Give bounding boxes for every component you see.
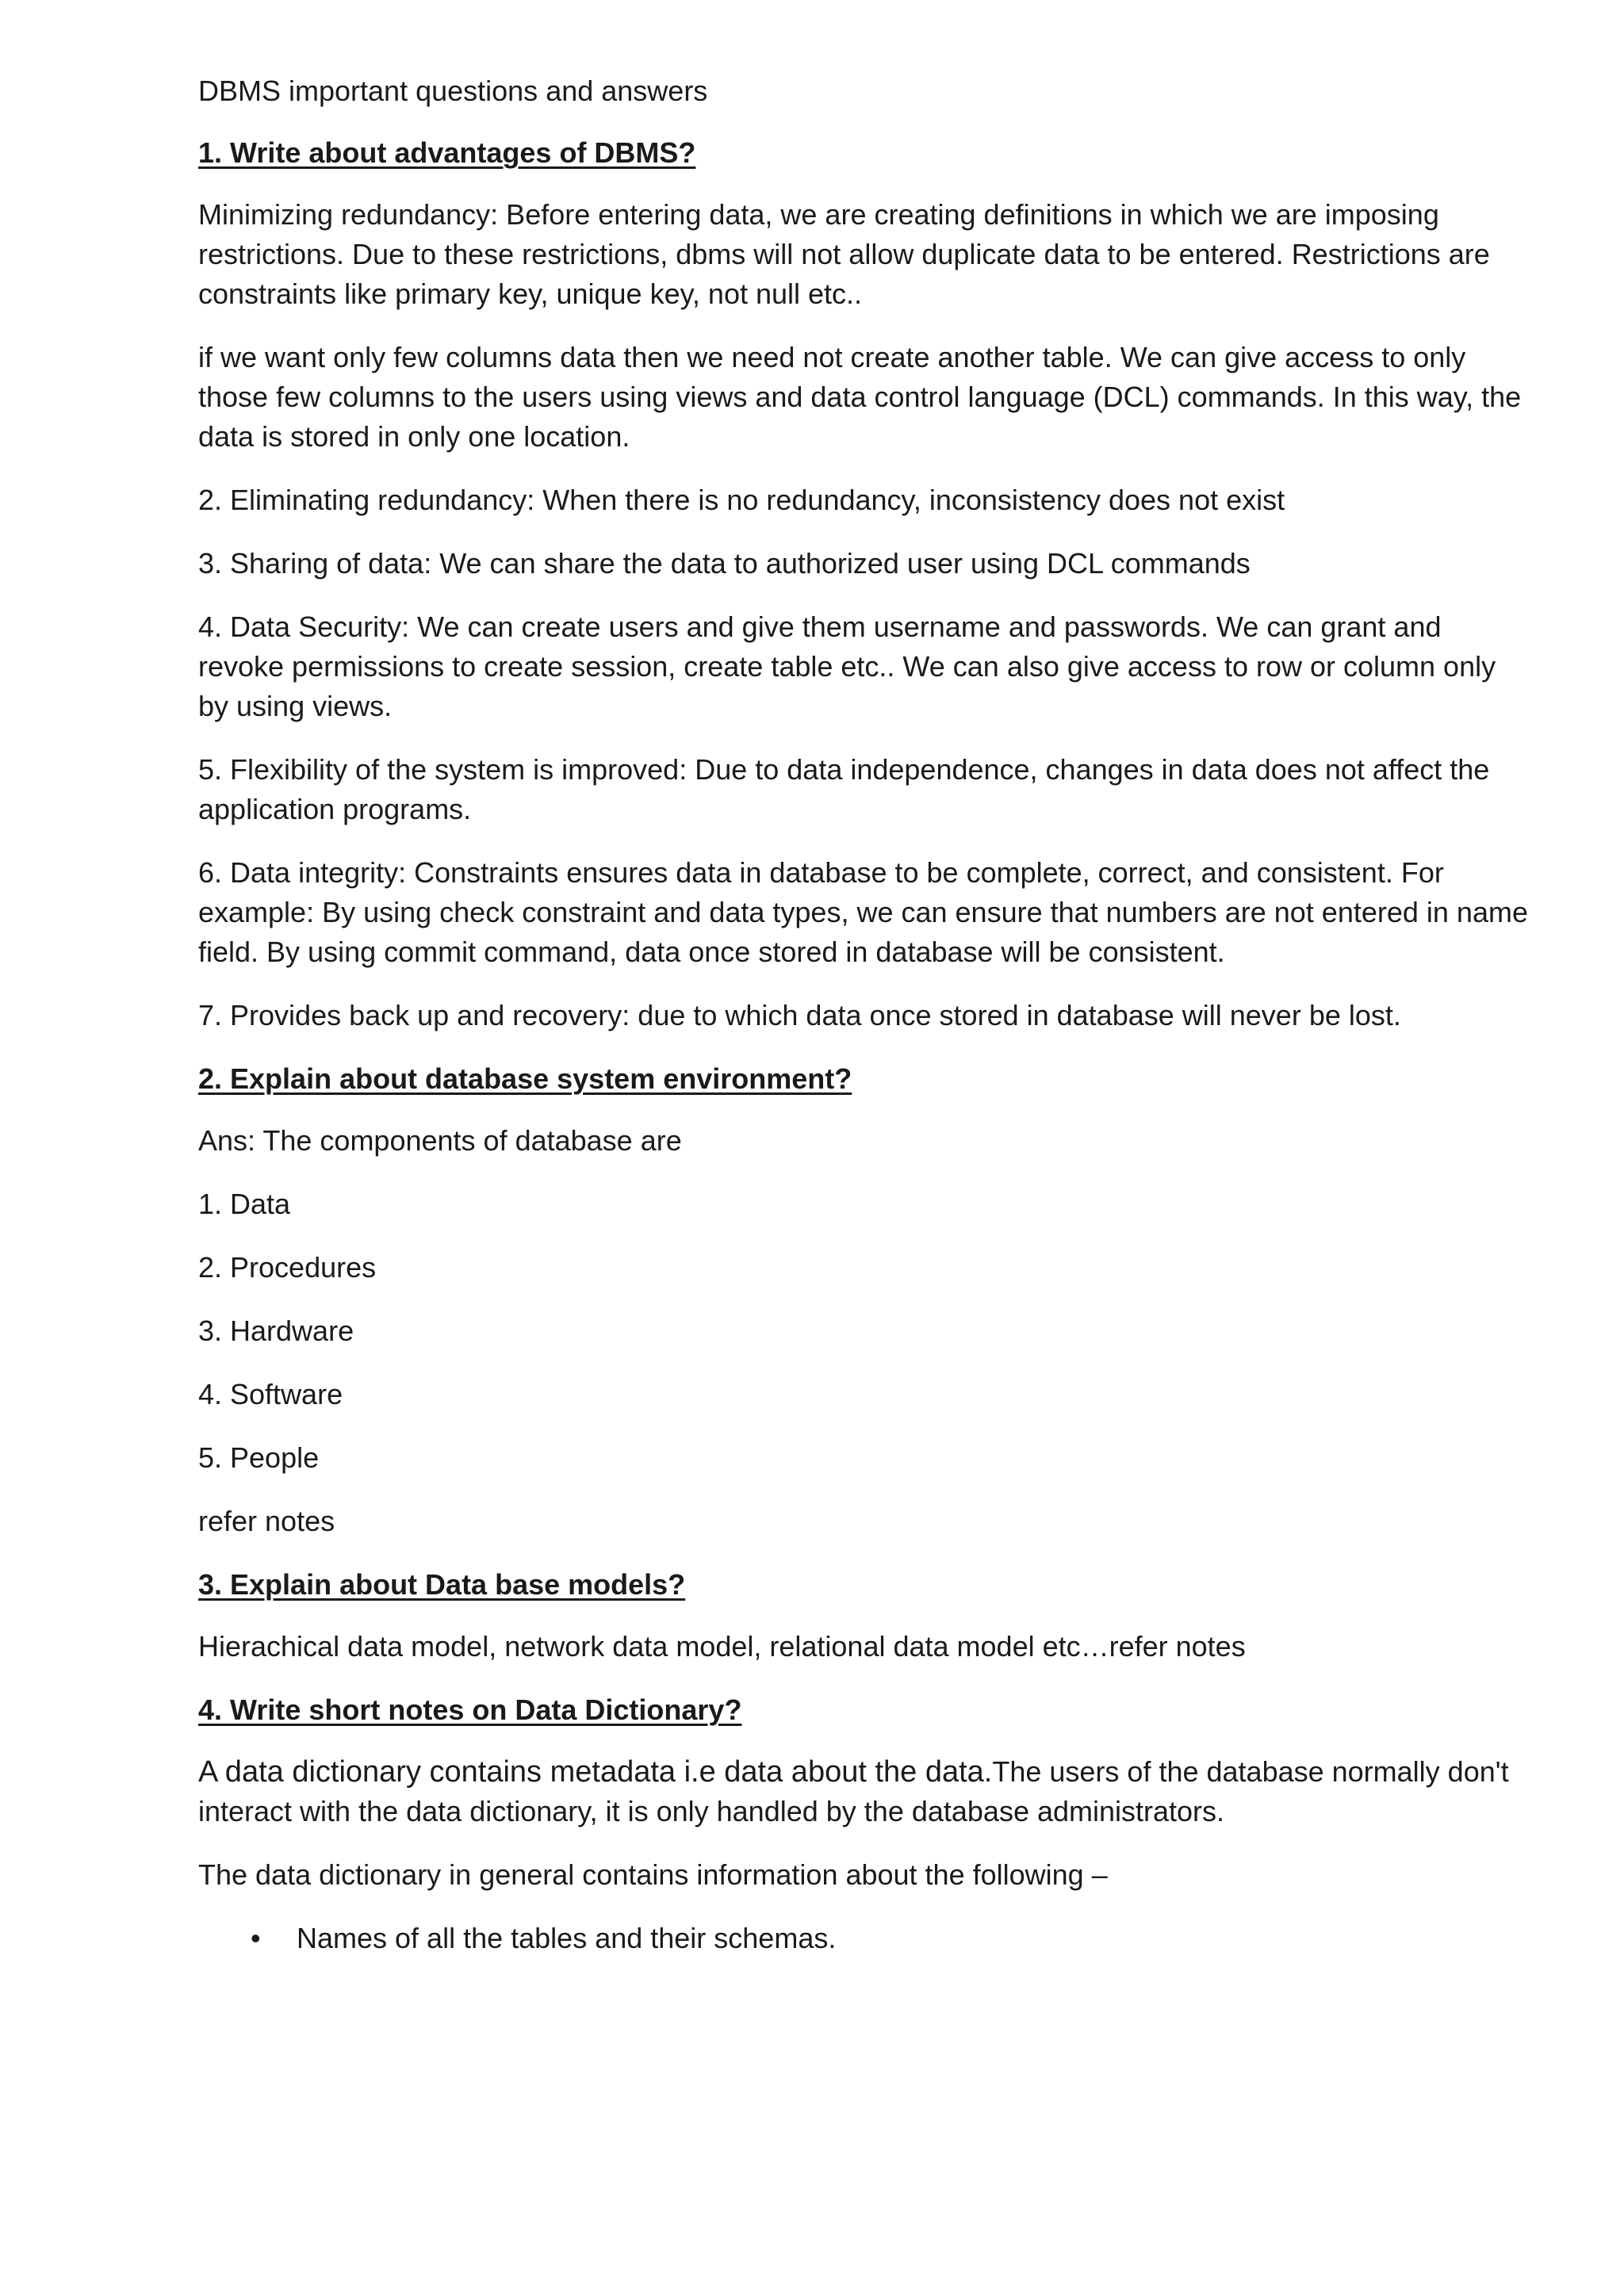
q2-note: refer notes [198, 1505, 335, 1537]
document-content [198, 71, 1530, 1958]
q4-lead: A data dictionary contains metadata i.e data about the data. [198, 1755, 993, 1789]
q2-list-item: 2. Procedures [198, 1251, 377, 1284]
q4-paragraph [198, 1752, 1530, 1831]
question-3-heading: 3. Explain about Data base models? [198, 1568, 686, 1601]
list-item [198, 1919, 1530, 1958]
q2-list-item: 5. People [198, 1441, 320, 1474]
question-4-heading: 4. Write short notes on Data Dictionary? [198, 1693, 742, 1726]
q2-intro: Ans: The components of database are [198, 1124, 682, 1157]
q1-paragraph: 3. Sharing of data: We can share the data to authorized user using DCL commands [198, 547, 1251, 580]
q1-paragraph: 2. Eliminating redundancy: When there is no redundancy, inconsistency does not exist [198, 484, 1285, 516]
q4-intro: The data dictionary in general contains information about the following – [198, 1858, 1108, 1891]
q1-paragraph: if we want only few columns data then we need not create another table. We can give access to only those few columns to the users using views and data control language (DCL) commands. In this way, the data is stored in only one location. [198, 341, 1522, 453]
q4-rest: The users of the database normally don't interact with the data dictionary, it is only handled by the database administrators. [198, 1755, 1509, 1827]
q1-paragraph: 5. Flexibility of the system is improved: Due to data independence, changes in data does not affect the application programs. [198, 753, 1490, 825]
bullet-text: Names of all the tables and their schemas. [297, 1922, 837, 1954]
q4-bullet-list [198, 1919, 1530, 1958]
q1-paragraph: 4. Data Security: We can create users and give them username and passwords. We can grant and revoke permissions to create session, create table etc.. We can also give access to row or column only by using views. [198, 610, 1496, 722]
q1-paragraph: 7. Provides back up and recovery: due to which data once stored in database will never be lost. [198, 999, 1401, 1031]
q3-text: Hierachical data model, network data model, relational data model etc…refer notes [198, 1630, 1246, 1663]
question-2-heading: 2. Explain about database system environment? [198, 1062, 852, 1095]
q1-paragraph: Minimizing redundancy: Before entering data, we are creating definitions in which we are imposing restrictions. Due to these restrictions, dbms will not allow duplicate data to be entered. Restrictions are constraints like primary key, unique key, not null etc.. [198, 198, 1490, 310]
question-1-heading: 1. Write about advantages of DBMS? [198, 136, 696, 169]
q2-list-item: 4. Software [198, 1378, 343, 1410]
q1-paragraph: 6. Data integrity: Constraints ensures data in database to be complete, correct, and consistent. For example: By using check constraint and data types, we can ensure that numbers are not entered in name field. By using commit command, data once stored in database will be consistent. [198, 856, 1528, 968]
document-title: DBMS important questions and answers [198, 75, 708, 107]
bullet-icon: • [251, 1922, 261, 1954]
q2-list-item: 3. Hardware [198, 1314, 354, 1347]
q2-list-item: 1. Data [198, 1188, 291, 1220]
